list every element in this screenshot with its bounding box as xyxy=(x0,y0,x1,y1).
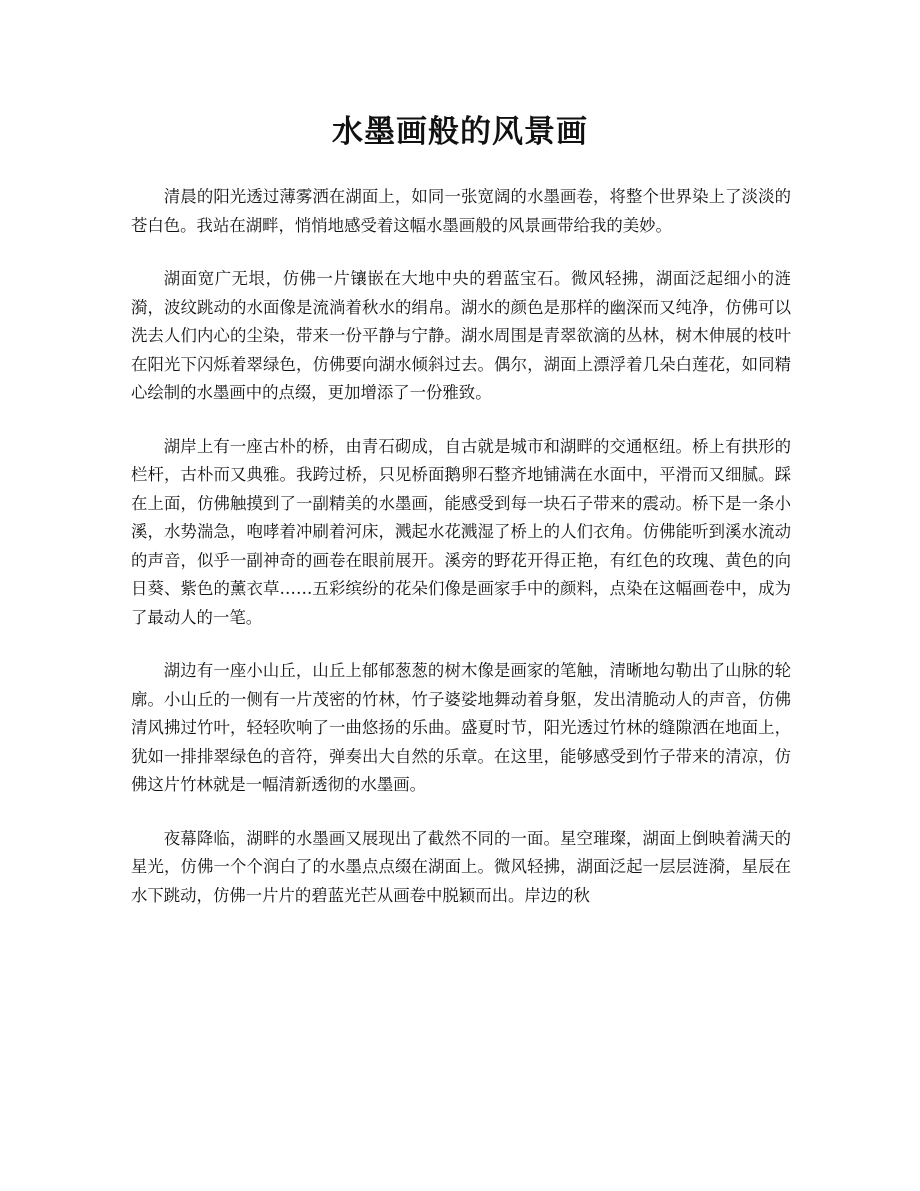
paragraph-1: 清晨的阳光透过薄雾洒在湖面上，如同一张宽阔的水墨画卷，将整个世界染上了淡淡的苍白色。我站在湖畔，悄悄地感受着这幅水墨画般的风景画带给我的美妙。 xyxy=(131,187,791,235)
paragraph-4: 湖边有一座小山丘，山丘上郁郁葱葱的树木像是画家的笔触，清晰地勾勒出了山脉的轮廓。小山丘的一侧有一片茂密的竹林，竹子婆娑地舞动着身躯，发出清脆动人的声音，仿佛清风拂过竹叶，轻轻吹响了一曲悠扬的乐曲。盛夏时节，阳光透过竹林的缝隙洒在地面上，犹如一排排翠绿色的音符，弹奏出大自然的乐章。在这里，能够感受到竹子带来的清凉，仿佛这片竹林就是一幅清新透彻的水墨画。 xyxy=(131,661,791,794)
document-body xyxy=(131,183,791,935)
page-title: 水墨画般的风景画 xyxy=(332,114,588,150)
paragraph-2: 湖面宽广无垠，仿佛一片镶嵌在大地中央的碧蓝宝石。微风轻拂，湖面泛起细小的涟漪，波纹跳动的水面像是流淌着秋水的绢帛。湖水的颜色是那样的幽深而又纯净，仿佛可以洗去人们内心的尘染，带来一份平静与宁静。湖水周围是青翠欲滴的丛林，树木伸展的枝叶在阳光下闪烁着翠绿色，仿佛要向湖水倾斜过去。偶尔，湖面上漂浮着几朵白莲花，如同精心绘制的水墨画中的点缀，更加增添了一份雅致。 xyxy=(131,269,791,402)
paragraph-5: 夜幕降临，湖畔的水墨画又展现出了截然不同的一面。星空璀璨，湖面上倒映着满天的星光，仿佛一个个润白了的水墨点点缀在湖面上。微风轻拂，湖面泛起一层层涟漪，星辰在水下跳动，仿佛一片片的碧蓝光芒从画卷中脱颖而出。岸边的秋 xyxy=(131,828,791,905)
paragraph-3: 湖岸上有一座古朴的桥，由青石砌成，自古就是城市和湖畔的交通枢纽。桥上有拱形的栏杆，古朴而又典雅。我跨过桥，只见桥面鹅卵石整齐地铺满在水面中，平滑而又细腻。踩在上面，仿佛触摸到了一副精美的水墨画，能感受到每一块石子带来的震动。桥下是一条小溪，水势湍急，咆哮着冲刷着河床，溅起水花溅湿了桥上的人们衣角。仿佛能听到溪水流动的声音，似乎一副神奇的画卷在眼前展开。溪旁的野花开得正艳，有红色的玫瑰、黄色的向日葵、紫色的薰衣草……五彩缤纷的花朵们像是画家手中的颜料，点染在这幅画卷中，成为了最动人的一笔。 xyxy=(131,436,791,627)
